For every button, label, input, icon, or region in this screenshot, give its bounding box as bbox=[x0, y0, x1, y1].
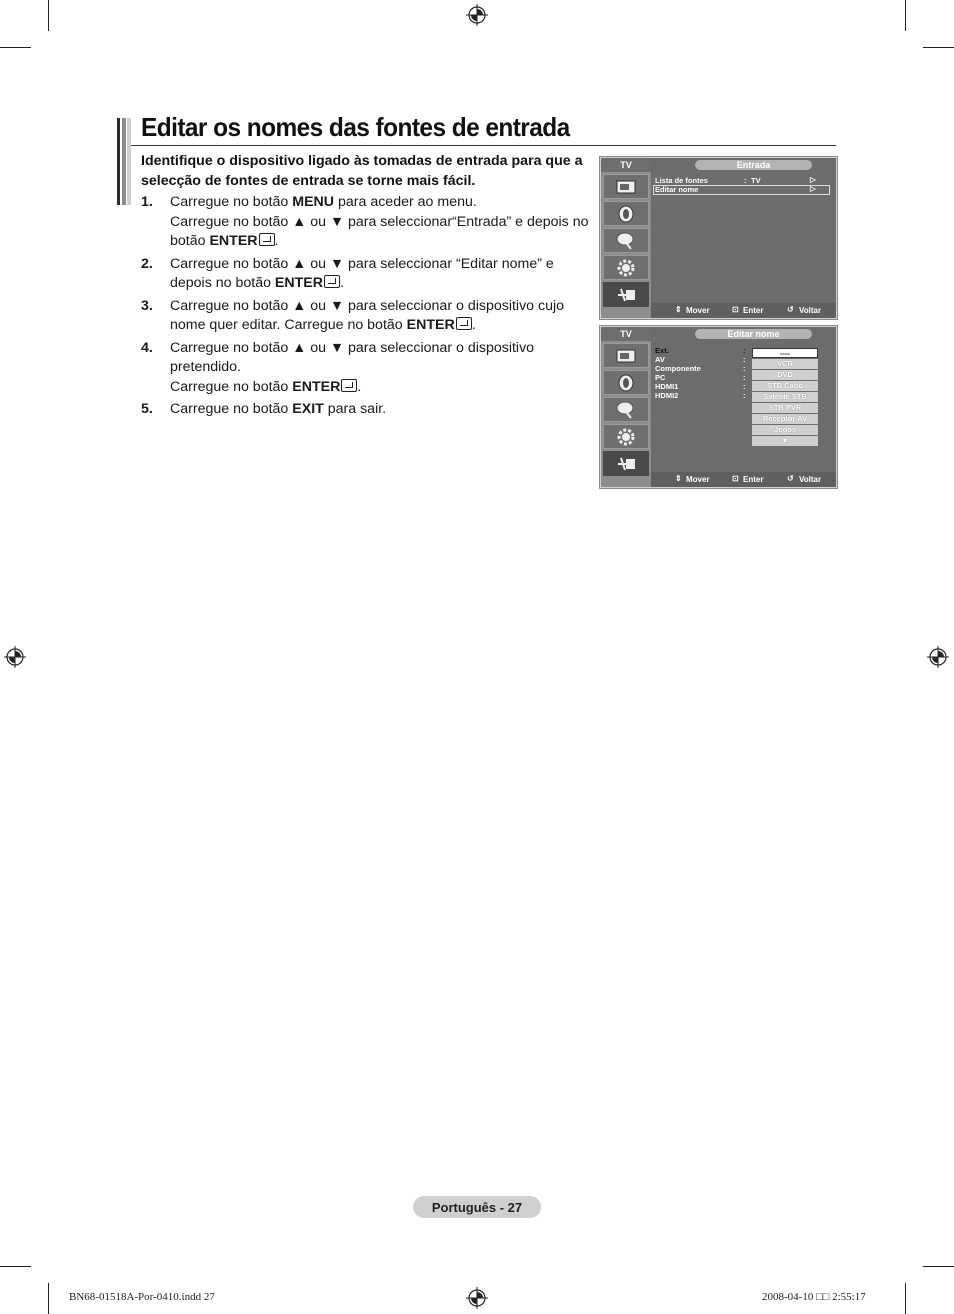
input-icon bbox=[603, 451, 649, 476]
crop-mark bbox=[905, 1283, 906, 1314]
step-text: Carregue no botão ▲ ou ▼ para seleccionar “Editar nome” e depois no botão bbox=[170, 255, 554, 291]
instruction-steps bbox=[141, 193, 593, 423]
osd-entrada-screen bbox=[599, 156, 838, 320]
input-source-colon: : bbox=[743, 391, 746, 400]
step-text: Carregue no botão bbox=[170, 194, 293, 210]
step-text: Carregue no botão ▲ ou ▼ para seleccionar o dispositivo cujo nome quer editar. Carregue no botão bbox=[170, 297, 565, 333]
input-source-label: PC bbox=[655, 373, 666, 382]
move-icon: ⇕ bbox=[675, 305, 682, 314]
osd-footer-back: Voltar bbox=[799, 475, 822, 484]
button-name: ENTER bbox=[274, 275, 324, 291]
name-options-list bbox=[752, 348, 818, 447]
osd-header: Entrada bbox=[695, 160, 812, 170]
step-line bbox=[170, 297, 593, 336]
osd-footer-move: Mover bbox=[686, 475, 710, 484]
picture-icon bbox=[603, 343, 649, 368]
sound-icon bbox=[603, 370, 649, 395]
button-name: MENU bbox=[292, 194, 335, 210]
osd-footer-enter: Enter bbox=[743, 475, 764, 484]
input-source-colon: : bbox=[743, 373, 746, 382]
enter-icon: ⊡ bbox=[732, 305, 739, 314]
step-number: 1. bbox=[141, 194, 153, 210]
move-icon: ⇕ bbox=[675, 474, 682, 483]
name-option[interactable]: STB Cabo bbox=[752, 381, 818, 391]
crop-mark bbox=[923, 1266, 954, 1267]
registration-mark-icon bbox=[466, 1287, 488, 1309]
osd-row-colon: : bbox=[744, 176, 747, 185]
step-text: para sair. bbox=[323, 401, 387, 417]
osd-header: Editar nome bbox=[695, 329, 812, 339]
step-5 bbox=[141, 400, 593, 420]
step-text: . bbox=[274, 233, 279, 249]
osd-footer-move: Mover bbox=[686, 306, 710, 315]
osd-row-label: Lista de fontes bbox=[655, 176, 708, 185]
osd-footer bbox=[651, 472, 836, 487]
setup-icon bbox=[603, 255, 649, 280]
step-line bbox=[170, 193, 593, 213]
input-source-label: AV bbox=[655, 355, 665, 364]
osd-footer-enter: Enter bbox=[743, 306, 764, 315]
step-line bbox=[170, 400, 593, 420]
osd-row-value: TV bbox=[751, 176, 761, 185]
heading-side-bar bbox=[117, 118, 131, 205]
step-4 bbox=[141, 339, 593, 398]
step-number: 4. bbox=[141, 339, 153, 356]
step-text: Carregue no botão ▲ ou ▼ para seleccionar“Entrada” e depois no botão bbox=[170, 213, 589, 249]
step-line bbox=[170, 339, 593, 378]
button-name: ENTER bbox=[292, 378, 341, 395]
crop-mark bbox=[0, 47, 31, 48]
input-source-label: Componente bbox=[655, 364, 701, 373]
osd-tv-label: TV bbox=[601, 327, 651, 341]
print-date-info: 2008-04-10 □□ 2:55:17 bbox=[762, 1291, 866, 1303]
print-file-info: BN68-01518A-Por-0410.indd 27 bbox=[69, 1291, 215, 1303]
step-text: Carregue no botão bbox=[170, 378, 293, 395]
input-icon bbox=[603, 282, 649, 307]
step-line bbox=[170, 255, 593, 294]
enter-icon bbox=[341, 379, 357, 392]
channel-icon bbox=[603, 397, 649, 422]
crop-mark bbox=[0, 1266, 31, 1267]
name-option[interactable]: DVD bbox=[752, 370, 818, 380]
step-1 bbox=[141, 193, 593, 252]
step-text: . bbox=[340, 275, 344, 291]
osd-footer-back: Voltar bbox=[799, 306, 822, 315]
name-option[interactable]: Receptor AV bbox=[752, 414, 818, 424]
return-icon: ↺ bbox=[787, 474, 794, 483]
step-line bbox=[170, 378, 593, 398]
name-option[interactable]: VCR bbox=[752, 359, 818, 369]
osd-sidebar bbox=[601, 158, 651, 318]
return-icon: ↺ bbox=[787, 305, 794, 314]
page-title: Editar os nomes das fontes de entrada bbox=[141, 112, 570, 142]
osd-row-arrow: ▷ bbox=[810, 175, 816, 184]
channel-icon bbox=[603, 228, 649, 253]
crop-mark bbox=[905, 0, 906, 31]
step-2 bbox=[141, 255, 593, 294]
osd-sidebar bbox=[601, 327, 651, 487]
button-name: ENTER bbox=[209, 233, 258, 249]
intro-text: Identifique o dispositivo ligado às tomadas de entrada para que a selecção de fontes de entrada se torne mais fácil. bbox=[141, 153, 583, 189]
name-option[interactable]: Satélite STB bbox=[752, 392, 818, 402]
crop-mark bbox=[48, 0, 49, 31]
osd-footer bbox=[651, 303, 836, 318]
registration-mark-icon bbox=[927, 646, 949, 668]
button-name: ENTER bbox=[406, 317, 455, 333]
input-source-label: HDMI2 bbox=[655, 391, 679, 400]
page-number-badge: Português - 27 bbox=[413, 1196, 541, 1218]
step-line bbox=[170, 213, 593, 252]
enter-icon bbox=[456, 317, 472, 330]
registration-mark-icon bbox=[466, 4, 488, 26]
input-source-label: HDMI1 bbox=[655, 382, 679, 391]
input-source-colon: : bbox=[743, 346, 746, 355]
heading-rule bbox=[131, 145, 836, 146]
enter-icon bbox=[324, 275, 340, 288]
step-text: Carregue no botão ▲ ou ▼ para seleccionar o dispositivo pretendido. bbox=[170, 339, 535, 375]
name-option[interactable]: ---- bbox=[752, 348, 818, 358]
step-text: para aceder ao menu. bbox=[334, 194, 477, 210]
input-source-colon: : bbox=[743, 355, 746, 364]
osd-editar-nome-screen bbox=[599, 325, 838, 489]
step-number: 5. bbox=[141, 401, 153, 417]
enter-icon bbox=[259, 233, 275, 246]
registration-mark-icon bbox=[4, 646, 26, 668]
step-text: . bbox=[357, 378, 362, 395]
osd-row-label: Editar nome bbox=[655, 185, 699, 194]
picture-icon bbox=[603, 174, 649, 199]
osd-row-arrow: ▷ bbox=[810, 184, 816, 193]
step-number: 3. bbox=[141, 297, 153, 314]
setup-icon bbox=[603, 424, 649, 449]
input-source-label: Ext. bbox=[655, 346, 669, 355]
name-option[interactable]: STB PVR bbox=[752, 403, 818, 413]
enter-icon: ⊡ bbox=[732, 474, 739, 483]
name-option[interactable]: Jogos bbox=[752, 425, 818, 435]
sound-icon bbox=[603, 201, 649, 226]
input-source-colon: : bbox=[743, 364, 746, 373]
input-source-colon: : bbox=[743, 382, 746, 391]
step-text: . bbox=[471, 317, 476, 333]
button-name: EXIT bbox=[292, 401, 324, 417]
scroll-down-icon[interactable]: ▼ bbox=[752, 436, 818, 446]
step-number: 2. bbox=[141, 255, 153, 272]
crop-mark bbox=[48, 1283, 49, 1314]
step-3 bbox=[141, 297, 593, 336]
step-text: Carregue no botão bbox=[170, 401, 293, 417]
osd-tv-label: TV bbox=[601, 158, 651, 172]
crop-mark bbox=[923, 47, 954, 48]
